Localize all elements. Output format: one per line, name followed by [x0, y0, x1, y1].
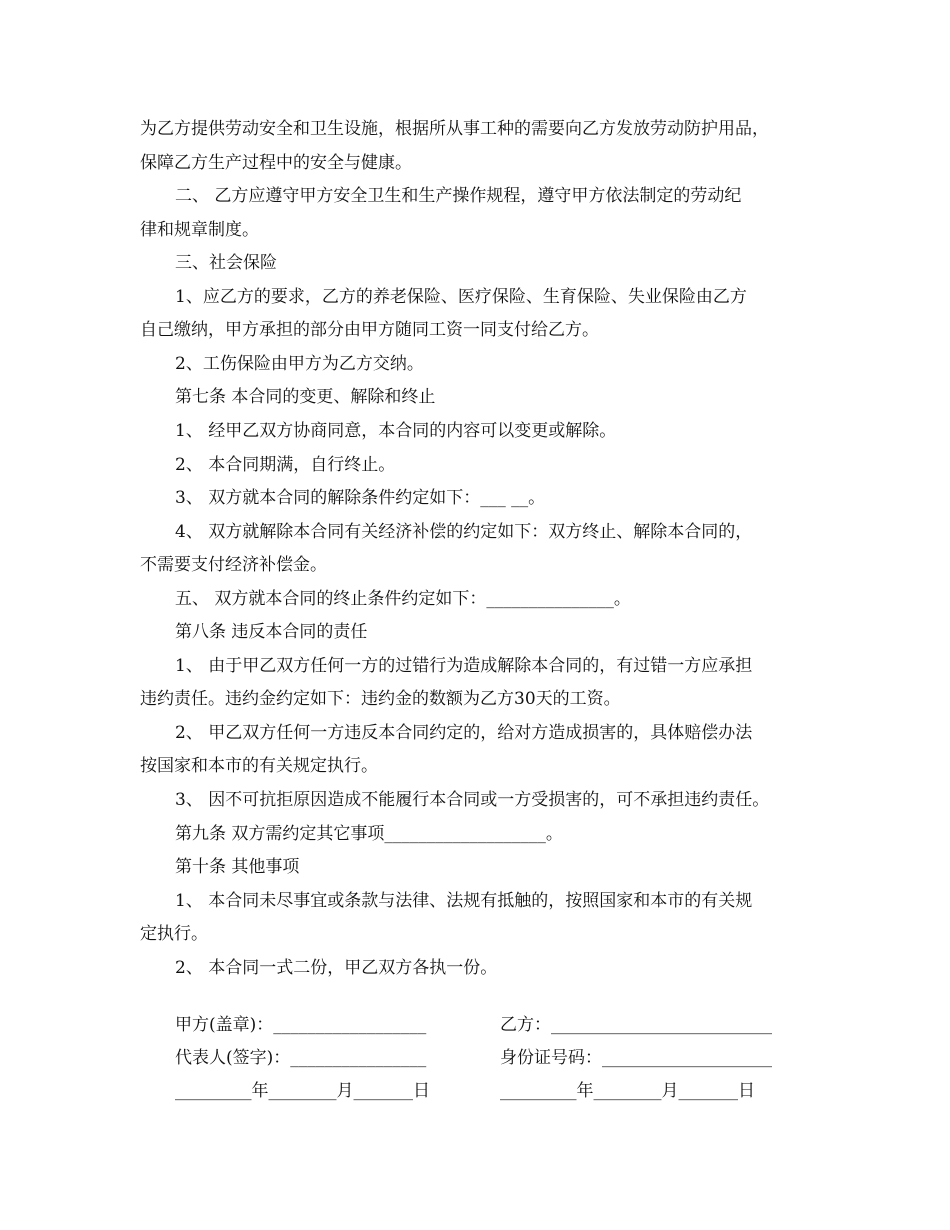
paragraph-line: 为乙方提供劳动安全和卫生设施，根据所从事工种的需要向乙方发放劳动防护用品，	[140, 119, 769, 139]
id-number-line: 身份证号码：____________________	[500, 1048, 772, 1068]
paragraph-line: 五、 双方就本合同的终止条件约定如下：_______________。	[175, 589, 631, 609]
paragraph-line: 3、 因不可抗拒原因造成不能履行本合同或一方受损害的，可不承担违约责任。	[175, 790, 770, 810]
paragraph-line: 第十条 其他事项	[175, 857, 300, 877]
paragraph-line: 1、 经甲乙双方协商同意，本合同的内容可以变更或解除。	[175, 421, 617, 441]
date-line-party-a: _________年________月_______日	[175, 1081, 430, 1101]
paragraph-line: 保障乙方生产过程中的安全与健康。	[140, 153, 412, 173]
paragraph-line: 第七条 本合同的变更、解除和终止	[175, 387, 436, 407]
party-b-line: 乙方：__________________________	[500, 1015, 772, 1035]
paragraph-line: 定执行。	[140, 924, 208, 944]
party-a-seal-line: 甲方(盖章)：__________________	[175, 1015, 427, 1035]
paragraph-line: 1、 由于甲乙双方任何一方的过错行为造成解除本合同的，有过错一方应承担	[175, 656, 753, 676]
paragraph-line: 按国家和本市的有关规定执行。	[140, 756, 378, 776]
paragraph-line: 二、 乙方应遵守甲方安全卫生和生产操作规程，遵守甲方依法制定的劳动纪	[175, 186, 742, 206]
date-line-party-b: _________年________月_______日	[500, 1081, 755, 1101]
paragraph-line: 违约责任。违约金约定如下：违约金的数额为乙方30天的工资。	[140, 689, 621, 709]
paragraph-line: 律和规章制度。	[140, 220, 259, 240]
paragraph-line: 3、 双方就本合同的解除条件约定如下：___ __。	[175, 488, 546, 508]
paragraph-line: 2、 本合同一式二份，甲乙双方各执一份。	[175, 958, 498, 978]
paragraph-line: 1、 本合同未尽事宜或条款与法律、法规有抵触的，按照国家和本市的有关规	[175, 891, 753, 911]
paragraph-line: 2、工伤保险由甲方为乙方交纳。	[175, 354, 424, 374]
representative-signature-line: 代表人(签字)：________________	[175, 1048, 427, 1068]
paragraph-line: 1、应乙方的要求，乙方的养老保险、医疗保险、生育保险、失业保险由乙方	[175, 287, 747, 307]
paragraph-line: 2、 本合同期满，自行终止。	[175, 455, 396, 475]
paragraph-line: 第九条 双方需约定其它事项___________________。	[175, 824, 563, 844]
paragraph-line: 自己缴纳，甲方承担的部分由甲方随同工资一同支付给乙方。	[140, 320, 599, 340]
paragraph-line: 第八条 违反本合同的责任	[175, 622, 368, 642]
paragraph-line: 4、 双方就解除本合同有关经济补偿的约定如下：双方终止、解除本合同的，	[175, 522, 753, 542]
paragraph-line: 不需要支付经济补偿金。	[140, 555, 327, 575]
paragraph-line: 2、 甲乙双方任何一方违反本合同约定的，给对方造成损害的，具体赔偿办法	[175, 723, 753, 743]
paragraph-line: 三、社会保险	[175, 253, 277, 273]
